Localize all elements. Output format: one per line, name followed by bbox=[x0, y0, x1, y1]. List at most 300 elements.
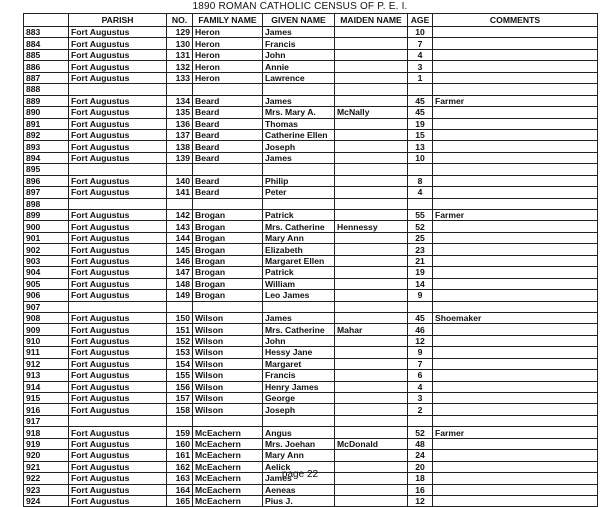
cell-parish: Fort Augustus bbox=[69, 27, 167, 38]
cell-row-number: 917 bbox=[24, 415, 69, 426]
cell-no: 136 bbox=[167, 118, 193, 129]
cell-row-number: 914 bbox=[24, 381, 69, 392]
cell-given-name bbox=[263, 84, 335, 95]
cell-row-number: 884 bbox=[24, 38, 69, 49]
cell-row-number: 915 bbox=[24, 393, 69, 404]
cell-family-name: McEachern bbox=[193, 461, 263, 472]
cell-age bbox=[408, 415, 433, 426]
cell-no: 138 bbox=[167, 141, 193, 152]
cell-parish bbox=[69, 164, 167, 175]
cell-row-number: 911 bbox=[24, 347, 69, 358]
page-title: 1890 ROMAN CATHOLIC CENSUS OF P. E. I. bbox=[192, 1, 408, 12]
cell-maiden-name bbox=[335, 427, 408, 438]
cell-maiden-name bbox=[335, 244, 408, 255]
cell-comments bbox=[433, 118, 598, 129]
cell-comments bbox=[433, 38, 598, 49]
cell-age bbox=[408, 301, 433, 312]
cell-no bbox=[167, 301, 193, 312]
cell-age: 52 bbox=[408, 221, 433, 232]
cell-parish: Fort Augustus bbox=[69, 152, 167, 163]
cell-age: 4 bbox=[408, 381, 433, 392]
table-row bbox=[24, 27, 598, 38]
cell-maiden-name: McNally bbox=[335, 107, 408, 118]
cell-given-name: Francis bbox=[263, 370, 335, 381]
cell-comments bbox=[433, 358, 598, 369]
table-row bbox=[24, 221, 598, 232]
cell-given-name: Peter bbox=[263, 187, 335, 198]
cell-age: 6 bbox=[408, 370, 433, 381]
cell-age: 12 bbox=[408, 495, 433, 506]
cell-age: 45 bbox=[408, 312, 433, 323]
cell-row-number: 899 bbox=[24, 210, 69, 221]
header-family-name: FAMILY NAME bbox=[193, 14, 263, 27]
cell-maiden-name bbox=[335, 232, 408, 243]
cell-maiden-name bbox=[335, 290, 408, 301]
cell-maiden-name bbox=[335, 84, 408, 95]
cell-row-number: 901 bbox=[24, 232, 69, 243]
cell-comments: Shoemaker bbox=[433, 312, 598, 323]
cell-row-number: 919 bbox=[24, 438, 69, 449]
cell-age: 19 bbox=[408, 267, 433, 278]
table-row bbox=[24, 324, 598, 335]
cell-maiden-name bbox=[335, 255, 408, 266]
cell-given-name: John bbox=[263, 335, 335, 346]
table-row bbox=[24, 152, 598, 163]
cell-parish: Fort Augustus bbox=[69, 450, 167, 461]
cell-row-number: 913 bbox=[24, 370, 69, 381]
header-age: AGE bbox=[408, 14, 433, 27]
cell-age: 8 bbox=[408, 175, 433, 186]
cell-row-number: 891 bbox=[24, 118, 69, 129]
cell-comments bbox=[433, 61, 598, 72]
table-row bbox=[24, 358, 598, 369]
table-row bbox=[24, 335, 598, 346]
cell-age: 25 bbox=[408, 232, 433, 243]
cell-given-name: Mary Ann bbox=[263, 232, 335, 243]
cell-parish: Fort Augustus bbox=[69, 255, 167, 266]
cell-no: 149 bbox=[167, 290, 193, 301]
cell-family-name bbox=[193, 84, 263, 95]
cell-row-number: 886 bbox=[24, 61, 69, 72]
cell-age bbox=[408, 198, 433, 209]
cell-maiden-name: Mahar bbox=[335, 324, 408, 335]
cell-no: 159 bbox=[167, 427, 193, 438]
cell-maiden-name: Hennessy bbox=[335, 221, 408, 232]
cell-comments bbox=[433, 244, 598, 255]
cell-no: 147 bbox=[167, 267, 193, 278]
cell-parish: Fort Augustus bbox=[69, 141, 167, 152]
cell-no: 137 bbox=[167, 129, 193, 140]
cell-given-name: Joseph bbox=[263, 404, 335, 415]
cell-no: 163 bbox=[167, 473, 193, 484]
header-maiden-name: MAIDEN NAME bbox=[335, 14, 408, 27]
table-row bbox=[24, 370, 598, 381]
cell-family-name: Wilson bbox=[193, 312, 263, 323]
cell-parish: Fort Augustus bbox=[69, 244, 167, 255]
cell-age: 48 bbox=[408, 438, 433, 449]
cell-parish bbox=[69, 301, 167, 312]
cell-row-number: 916 bbox=[24, 404, 69, 415]
cell-given-name: Lawrence bbox=[263, 72, 335, 83]
cell-family-name: Wilson bbox=[193, 347, 263, 358]
cell-family-name: McEachern bbox=[193, 438, 263, 449]
cell-parish: Fort Augustus bbox=[69, 393, 167, 404]
table-row bbox=[24, 38, 598, 49]
cell-given-name: Patrick bbox=[263, 267, 335, 278]
cell-age: 55 bbox=[408, 210, 433, 221]
cell-given-name: Aeneas bbox=[263, 484, 335, 495]
cell-comments bbox=[433, 164, 598, 175]
cell-age: 15 bbox=[408, 129, 433, 140]
cell-comments bbox=[433, 49, 598, 60]
cell-maiden-name bbox=[335, 358, 408, 369]
cell-row-number: 922 bbox=[24, 473, 69, 484]
cell-given-name: Patrick bbox=[263, 210, 335, 221]
cell-given-name: James bbox=[263, 473, 335, 484]
cell-maiden-name bbox=[335, 187, 408, 198]
cell-given-name: Joseph bbox=[263, 141, 335, 152]
cell-maiden-name bbox=[335, 210, 408, 221]
cell-maiden-name bbox=[335, 61, 408, 72]
cell-given-name: Mary Ann bbox=[263, 450, 335, 461]
cell-family-name: Heron bbox=[193, 49, 263, 60]
cell-comments: Farmer bbox=[433, 95, 598, 106]
cell-parish: Fort Augustus bbox=[69, 461, 167, 472]
cell-parish: Fort Augustus bbox=[69, 107, 167, 118]
cell-maiden-name bbox=[335, 49, 408, 60]
table-row bbox=[24, 61, 598, 72]
table-row bbox=[24, 95, 598, 106]
cell-no: 151 bbox=[167, 324, 193, 335]
cell-age: 45 bbox=[408, 95, 433, 106]
cell-family-name: Brogan bbox=[193, 232, 263, 243]
cell-comments bbox=[433, 347, 598, 358]
cell-age: 16 bbox=[408, 484, 433, 495]
cell-family-name: Brogan bbox=[193, 221, 263, 232]
cell-row-number: 895 bbox=[24, 164, 69, 175]
cell-no bbox=[167, 415, 193, 426]
table-row bbox=[24, 210, 598, 221]
table-row bbox=[24, 415, 598, 426]
header-no: NO. bbox=[167, 14, 193, 27]
cell-family-name: Beard bbox=[193, 129, 263, 140]
cell-given-name: Margaret Ellen bbox=[263, 255, 335, 266]
cell-maiden-name bbox=[335, 370, 408, 381]
cell-parish: Fort Augustus bbox=[69, 347, 167, 358]
table-row bbox=[24, 187, 598, 198]
cell-comments bbox=[433, 255, 598, 266]
cell-age: 24 bbox=[408, 450, 433, 461]
cell-given-name: James bbox=[263, 312, 335, 323]
cell-maiden-name bbox=[335, 347, 408, 358]
cell-family-name: Wilson bbox=[193, 358, 263, 369]
cell-comments bbox=[433, 152, 598, 163]
cell-maiden-name bbox=[335, 141, 408, 152]
cell-comments bbox=[433, 290, 598, 301]
table-row bbox=[24, 175, 598, 186]
cell-maiden-name bbox=[335, 152, 408, 163]
cell-maiden-name bbox=[335, 95, 408, 106]
cell-no: 152 bbox=[167, 335, 193, 346]
cell-age: 9 bbox=[408, 347, 433, 358]
cell-age: 10 bbox=[408, 27, 433, 38]
cell-given-name: Mrs. Catherine bbox=[263, 324, 335, 335]
cell-parish: Fort Augustus bbox=[69, 404, 167, 415]
cell-family-name: Brogan bbox=[193, 278, 263, 289]
cell-parish: Fort Augustus bbox=[69, 495, 167, 506]
cell-row-number: 908 bbox=[24, 312, 69, 323]
cell-row-number: 912 bbox=[24, 358, 69, 369]
cell-age: 7 bbox=[408, 38, 433, 49]
cell-given-name: James bbox=[263, 27, 335, 38]
cell-row-number: 888 bbox=[24, 84, 69, 95]
cell-no: 153 bbox=[167, 347, 193, 358]
cell-no: 160 bbox=[167, 438, 193, 449]
cell-comments bbox=[433, 495, 598, 506]
cell-parish: Fort Augustus bbox=[69, 312, 167, 323]
cell-family-name: Beard bbox=[193, 95, 263, 106]
cell-age: 12 bbox=[408, 335, 433, 346]
cell-parish: Fort Augustus bbox=[69, 267, 167, 278]
cell-age: 2 bbox=[408, 404, 433, 415]
cell-no: 140 bbox=[167, 175, 193, 186]
cell-comments bbox=[433, 324, 598, 335]
cell-row-number: 909 bbox=[24, 324, 69, 335]
cell-row-number: 920 bbox=[24, 450, 69, 461]
cell-family-name: McEachern bbox=[193, 495, 263, 506]
cell-family-name: Beard bbox=[193, 118, 263, 129]
cell-comments bbox=[433, 301, 598, 312]
table-row bbox=[24, 118, 598, 129]
cell-given-name: William bbox=[263, 278, 335, 289]
table-row bbox=[24, 164, 598, 175]
cell-row-number: 896 bbox=[24, 175, 69, 186]
cell-parish: Fort Augustus bbox=[69, 232, 167, 243]
cell-no: 144 bbox=[167, 232, 193, 243]
cell-no: 142 bbox=[167, 210, 193, 221]
cell-no: 135 bbox=[167, 107, 193, 118]
cell-age: 3 bbox=[408, 393, 433, 404]
cell-maiden-name: McDonald bbox=[335, 438, 408, 449]
table-row bbox=[24, 301, 598, 312]
cell-comments: Farmer bbox=[433, 210, 598, 221]
cell-row-number: 923 bbox=[24, 484, 69, 495]
table-row bbox=[24, 438, 598, 449]
cell-age: 7 bbox=[408, 358, 433, 369]
cell-family-name: Wilson bbox=[193, 381, 263, 392]
page-footer: page 22 bbox=[281, 469, 319, 480]
cell-parish: Fort Augustus bbox=[69, 438, 167, 449]
cell-row-number: 904 bbox=[24, 267, 69, 278]
cell-row-number: 897 bbox=[24, 187, 69, 198]
cell-comments bbox=[433, 415, 598, 426]
table-row bbox=[24, 107, 598, 118]
cell-maiden-name bbox=[335, 38, 408, 49]
cell-no: 150 bbox=[167, 312, 193, 323]
cell-age bbox=[408, 84, 433, 95]
cell-row-number: 885 bbox=[24, 49, 69, 60]
cell-maiden-name bbox=[335, 381, 408, 392]
cell-family-name: Brogan bbox=[193, 290, 263, 301]
cell-parish: Fort Augustus bbox=[69, 49, 167, 60]
cell-given-name: Mrs. Mary A. bbox=[263, 107, 335, 118]
cell-given-name: Pius J. bbox=[263, 495, 335, 506]
cell-family-name: Beard bbox=[193, 107, 263, 118]
cell-no bbox=[167, 198, 193, 209]
cell-row-number: 903 bbox=[24, 255, 69, 266]
cell-parish: Fort Augustus bbox=[69, 210, 167, 221]
cell-parish: Fort Augustus bbox=[69, 72, 167, 83]
cell-row-number: 918 bbox=[24, 427, 69, 438]
cell-maiden-name bbox=[335, 164, 408, 175]
table-row bbox=[24, 129, 598, 140]
cell-comments bbox=[433, 393, 598, 404]
cell-given-name: Thomas bbox=[263, 118, 335, 129]
cell-row-number: 889 bbox=[24, 95, 69, 106]
cell-parish: Fort Augustus bbox=[69, 129, 167, 140]
cell-parish: Fort Augustus bbox=[69, 175, 167, 186]
cell-age: 18 bbox=[408, 473, 433, 484]
cell-given-name: Mrs. Catherine bbox=[263, 221, 335, 232]
cell-comments bbox=[433, 438, 598, 449]
cell-parish: Fort Augustus bbox=[69, 370, 167, 381]
table-row bbox=[24, 312, 598, 323]
cell-parish: Fort Augustus bbox=[69, 335, 167, 346]
cell-parish: Fort Augustus bbox=[69, 118, 167, 129]
cell-maiden-name bbox=[335, 495, 408, 506]
cell-no: 145 bbox=[167, 244, 193, 255]
cell-age: 4 bbox=[408, 187, 433, 198]
cell-comments bbox=[433, 107, 598, 118]
cell-parish: Fort Augustus bbox=[69, 187, 167, 198]
cell-row-number: 893 bbox=[24, 141, 69, 152]
cell-row-number: 900 bbox=[24, 221, 69, 232]
cell-row-number: 921 bbox=[24, 461, 69, 472]
cell-given-name bbox=[263, 415, 335, 426]
cell-no: 154 bbox=[167, 358, 193, 369]
cell-no: 157 bbox=[167, 393, 193, 404]
cell-family-name bbox=[193, 164, 263, 175]
cell-family-name bbox=[193, 301, 263, 312]
cell-parish: Fort Augustus bbox=[69, 61, 167, 72]
cell-age: 21 bbox=[408, 255, 433, 266]
cell-family-name: Beard bbox=[193, 141, 263, 152]
cell-comments bbox=[433, 278, 598, 289]
cell-row-number: 887 bbox=[24, 72, 69, 83]
cell-no: 158 bbox=[167, 404, 193, 415]
cell-age: 3 bbox=[408, 61, 433, 72]
cell-maiden-name bbox=[335, 450, 408, 461]
cell-parish: Fort Augustus bbox=[69, 290, 167, 301]
cell-parish: Fort Augustus bbox=[69, 95, 167, 106]
cell-parish bbox=[69, 84, 167, 95]
cell-row-number: 902 bbox=[24, 244, 69, 255]
cell-comments bbox=[433, 450, 598, 461]
cell-age: 52 bbox=[408, 427, 433, 438]
cell-maiden-name bbox=[335, 72, 408, 83]
cell-family-name: Brogan bbox=[193, 210, 263, 221]
table-row bbox=[24, 495, 598, 506]
cell-maiden-name bbox=[335, 129, 408, 140]
cell-maiden-name bbox=[335, 278, 408, 289]
cell-comments bbox=[433, 232, 598, 243]
cell-given-name: George bbox=[263, 393, 335, 404]
cell-comments bbox=[433, 175, 598, 186]
cell-family-name: Heron bbox=[193, 27, 263, 38]
cell-given-name: Elizabeth bbox=[263, 244, 335, 255]
cell-maiden-name bbox=[335, 27, 408, 38]
cell-family-name: McEachern bbox=[193, 473, 263, 484]
table-row bbox=[24, 84, 598, 95]
cell-given-name: Henry James bbox=[263, 381, 335, 392]
cell-family-name: Heron bbox=[193, 61, 263, 72]
cell-given-name: Margaret bbox=[263, 358, 335, 369]
cell-parish: Fort Augustus bbox=[69, 473, 167, 484]
census-body bbox=[24, 27, 598, 507]
cell-given-name: Francis bbox=[263, 38, 335, 49]
cell-age: 23 bbox=[408, 244, 433, 255]
header-comments: COMMENTS bbox=[433, 14, 598, 27]
cell-comments bbox=[433, 84, 598, 95]
cell-maiden-name bbox=[335, 198, 408, 209]
cell-age: 14 bbox=[408, 278, 433, 289]
cell-no: 148 bbox=[167, 278, 193, 289]
table-row bbox=[24, 450, 598, 461]
census-table bbox=[23, 13, 598, 507]
cell-given-name: Angus bbox=[263, 427, 335, 438]
cell-no: 134 bbox=[167, 95, 193, 106]
cell-no: 156 bbox=[167, 381, 193, 392]
cell-parish: Fort Augustus bbox=[69, 381, 167, 392]
cell-comments bbox=[433, 72, 598, 83]
cell-comments bbox=[433, 370, 598, 381]
cell-family-name: Beard bbox=[193, 152, 263, 163]
table-row bbox=[24, 427, 598, 438]
cell-row-number: 898 bbox=[24, 198, 69, 209]
cell-family-name bbox=[193, 198, 263, 209]
table-row bbox=[24, 393, 598, 404]
table-row bbox=[24, 381, 598, 392]
cell-row-number: 883 bbox=[24, 27, 69, 38]
cell-age: 10 bbox=[408, 152, 433, 163]
cell-age: 45 bbox=[408, 107, 433, 118]
cell-comments bbox=[433, 198, 598, 209]
cell-no: 131 bbox=[167, 49, 193, 60]
cell-no: 139 bbox=[167, 152, 193, 163]
cell-parish: Fort Augustus bbox=[69, 427, 167, 438]
cell-given-name bbox=[263, 164, 335, 175]
cell-maiden-name bbox=[335, 312, 408, 323]
cell-no: 132 bbox=[167, 61, 193, 72]
cell-family-name: Wilson bbox=[193, 324, 263, 335]
cell-maiden-name bbox=[335, 393, 408, 404]
cell-row-number: 892 bbox=[24, 129, 69, 140]
cell-comments: Farmer bbox=[433, 427, 598, 438]
cell-comments bbox=[433, 335, 598, 346]
cell-age: 19 bbox=[408, 118, 433, 129]
cell-family-name: Brogan bbox=[193, 244, 263, 255]
header-row bbox=[24, 14, 598, 27]
cell-no: 133 bbox=[167, 72, 193, 83]
cell-given-name: Leo James bbox=[263, 290, 335, 301]
cell-given-name bbox=[263, 198, 335, 209]
cell-given-name: Hessy Jane bbox=[263, 347, 335, 358]
cell-given-name: Catherine Ellen bbox=[263, 129, 335, 140]
cell-no: 165 bbox=[167, 495, 193, 506]
cell-family-name: Heron bbox=[193, 72, 263, 83]
cell-no: 155 bbox=[167, 370, 193, 381]
cell-age: 20 bbox=[408, 461, 433, 472]
